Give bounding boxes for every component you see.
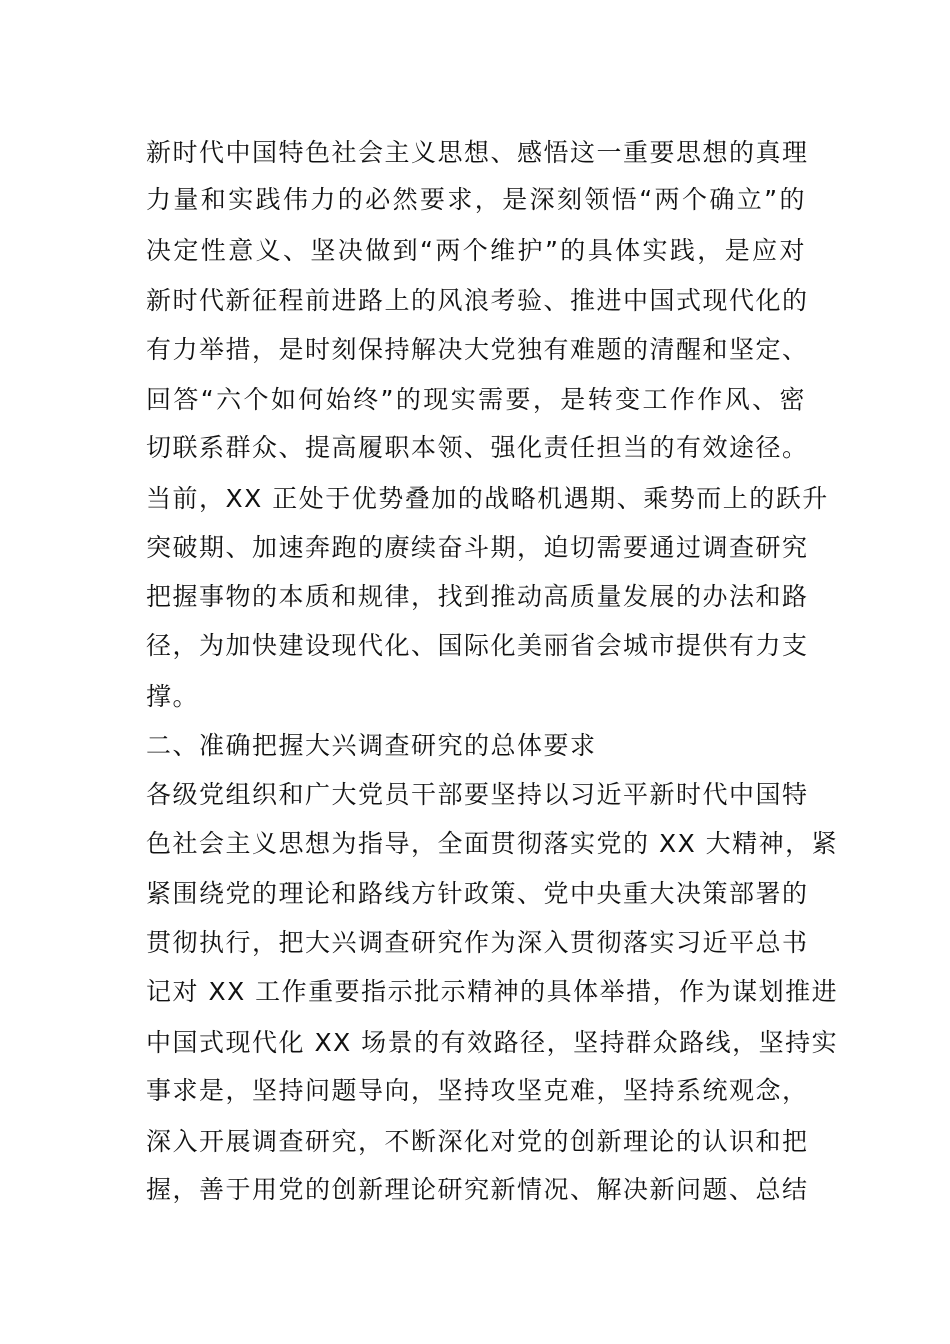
body-text-line: 新时代中国特色社会主义思想、感悟这一重要思想的真理 xyxy=(146,138,809,167)
body-text-line: 把握事物的本质和规律，找到推动高质量发展的办法和路 xyxy=(146,582,809,611)
body-text-line: 撑。 xyxy=(146,682,200,711)
body-text-line: 新时代新征程前进路上的风浪考验、推进中国式现代化的 xyxy=(146,286,809,315)
body-text-line: 握，善于用党的创新理论研究新情况、解决新问题、总结 xyxy=(146,1175,809,1204)
body-text-line: 切联系群众、提高履职本领、强化责任担当的有效途径。 xyxy=(146,433,809,462)
body-text-line: 事求是，坚持问题导向，坚持攻坚克难，坚持系统观念， xyxy=(146,1076,809,1105)
body-text-line: 色社会主义思想为指导，全面贯彻落实党的 XX 大精神，紧 xyxy=(146,829,839,858)
body-text-line: 决定性意义、坚决做到“两个维护”的具体实践，是应对 xyxy=(146,236,806,265)
body-text-line: 突破期、加速奔跑的赓续奋斗期，迫切需要通过调查研究 xyxy=(146,533,809,562)
body-text-line: 径，为加快建设现代化、国际化美丽省会城市提供有力支 xyxy=(146,631,809,660)
body-text-line: 当前，XX 正处于优势叠加的战略机遇期、乘势而上的跃升 xyxy=(146,484,829,513)
body-text-line: 紧围绕党的理论和路线方针政策、党中央重大决策部署的 xyxy=(146,879,809,908)
body-text-line: 中国式现代化 XX 场景的有效路径，坚持群众路线，坚持实 xyxy=(146,1028,839,1057)
body-text-line: 力量和实践伟力的必然要求，是深刻领悟“两个确立”的 xyxy=(146,185,806,214)
body-text-line: 有力举措，是时刻保持解决大党独有难题的清醒和坚定、 xyxy=(146,335,809,364)
body-text-line: 深入开展调查研究，不断深化对党的创新理论的认识和把 xyxy=(146,1127,809,1156)
section-heading: 二、准确把握大兴调查研究的总体要求 xyxy=(146,731,597,760)
body-text-line: 各级党组织和广大党员干部要坚持以习近平新时代中国特 xyxy=(146,780,809,809)
body-text-line: 记对 XX 工作重要指示批示精神的具体举措，作为谋划推进 xyxy=(146,977,839,1006)
body-text-line: 回答“六个如何始终”的现实需要，是转变工作作风、密 xyxy=(146,385,806,414)
body-text-line: 贯彻执行，把大兴调查研究作为深入贯彻落实习近平总书 xyxy=(146,928,809,957)
